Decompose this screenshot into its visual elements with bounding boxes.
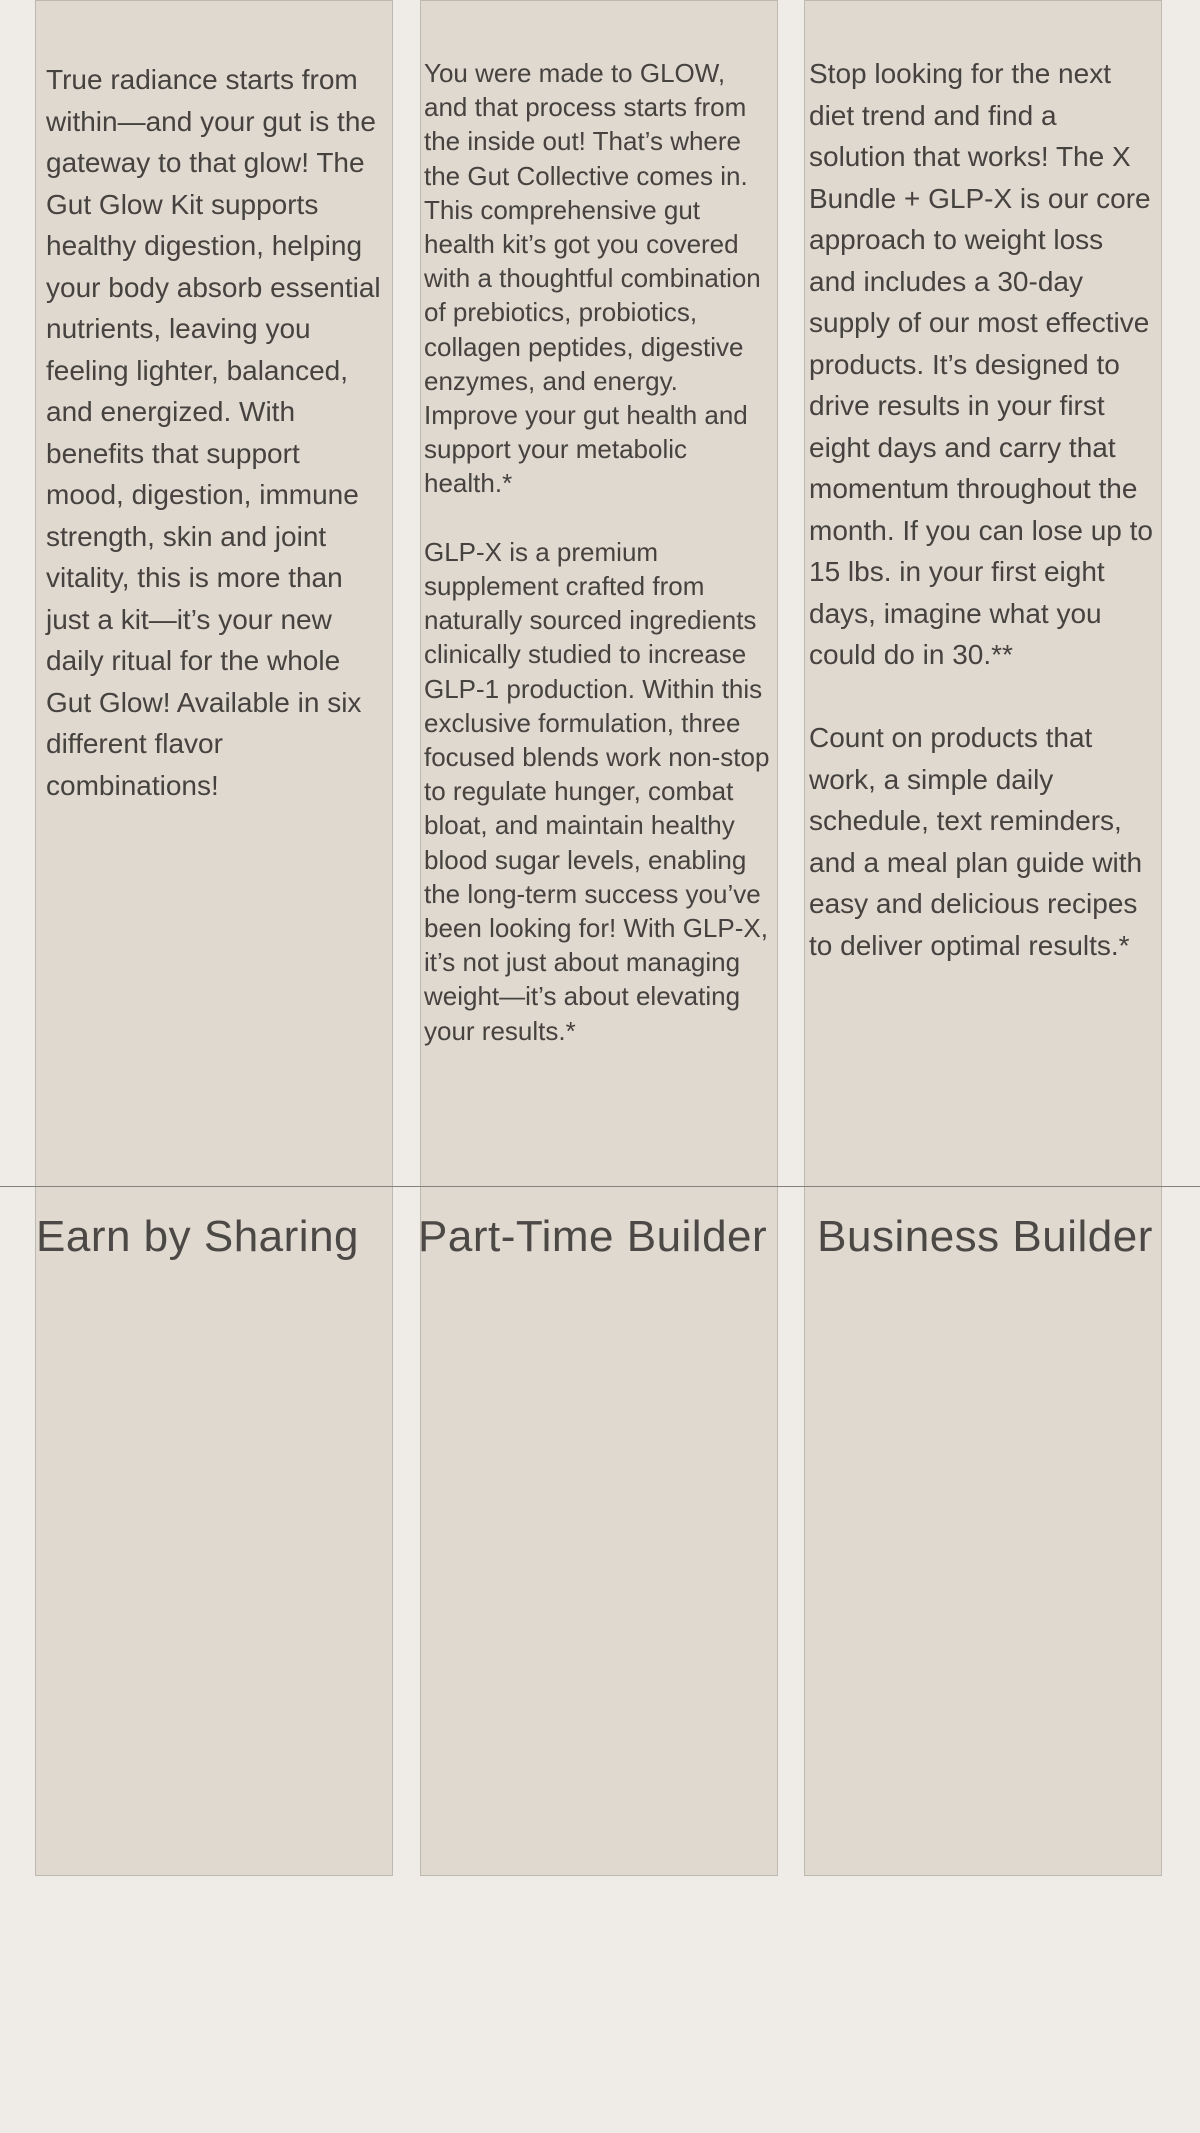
card-description: You were made to GLOW, and that process starts from the inside out! That’s where the Gut Collective comes in. This comprehensive gut health kit’s got you covered with a thoughtful combination of prebiotics, probiotics, collagen peptides, digestive enzymes, and energy. Improve your gut health and support your metabolic health.* GLP-X is a premium supplement crafted from naturally sourced ingredients clinically studied to increase GLP-1 production. Within this exclusive formulation, three focused blends work non-stop to regulate hunger, combat bloat, and maintain healthy blood sugar levels, enabling the long-term success you’ve been looking for! With GLP-X, it’s not just about managing weight—it’s about elevating your results.* — [424, 58, 770, 1046]
product-card-gut-glow — [35, 0, 393, 1876]
tier-title-earn-by-sharing: Earn by Sharing — [36, 1212, 360, 1261]
tier-title-part-time-builder: Part-Time Builder — [418, 1212, 768, 1261]
product-card-gut-collective — [420, 0, 778, 1876]
product-card-x-bundle — [804, 0, 1162, 1876]
tier-title-business-builder: Business Builder — [817, 1212, 1153, 1261]
card-description: Stop looking for the next diet trend and find a solution that works! The X Bundle + GLP-X is our core approach to weight loss and includes a 30-day supply of our most effective products. It’s designed to drive results in your first eight days and carry that momentum throughout the month. If you can lose up to 15 lbs. in your first eight days, imagine what you could do in 30.** Count on products that work, a simple daily schedule, text reminders, and a meal plan guide with easy and delicious recipes to deliver optimal results.* — [809, 58, 1153, 961]
section-divider — [0, 1186, 1200, 1187]
card-description: True radiance starts from within—and your gut is the gateway to that glow! The Gut Glow Kit supports healthy digestion, helping your body absorb essential nutrients, leaving you feeling lighter, balanced, and energized. With benefits that support mood, digestion, immune strength, skin and joint vitality, this is more than just a kit—it’s your new daily ritual for the whole Gut Glow! Available in six different flavor combinations! — [46, 64, 381, 801]
